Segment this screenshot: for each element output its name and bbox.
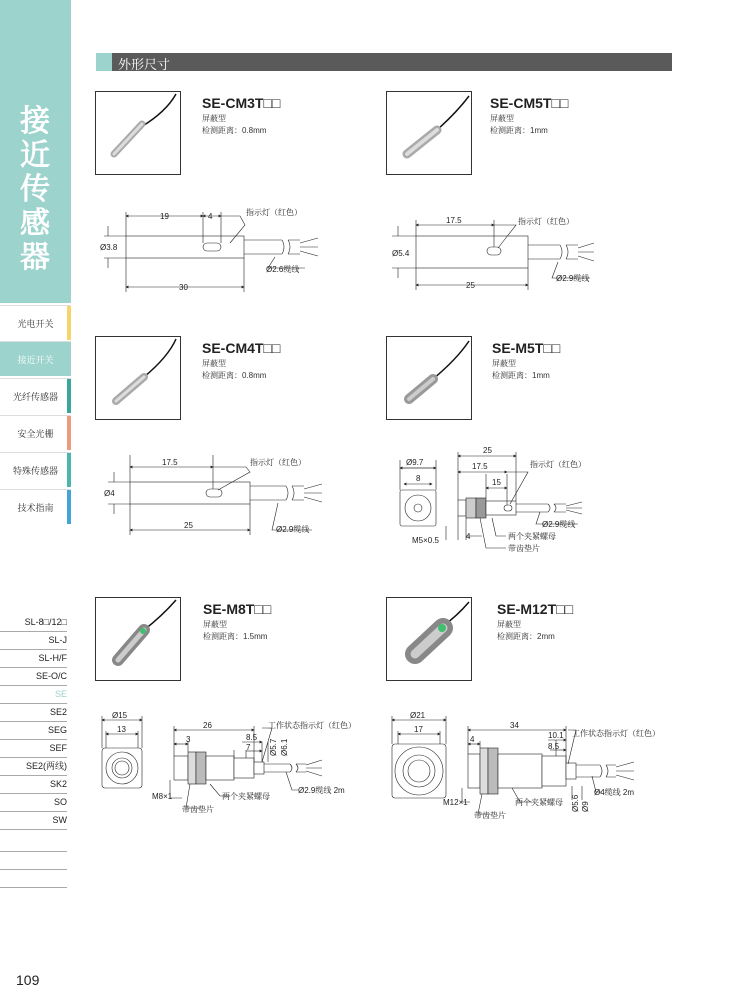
dim-label: Ø21 <box>410 711 426 720</box>
dim-label: 8 <box>416 474 421 483</box>
model-link-so[interactable]: SO <box>0 794 67 812</box>
dim-label: 25 <box>483 446 492 455</box>
model-type: 屏蔽型 <box>497 620 521 629</box>
model-range: 检测距离：0.8mm <box>202 371 267 380</box>
thread-label: M12×1 <box>443 798 468 807</box>
cable-label: Ø2.9缆线 2m <box>298 786 345 795</box>
dim-label: 8.5 <box>246 733 258 742</box>
dim-label: 13 <box>117 725 126 734</box>
nav-label: 光电开关 <box>17 318 54 329</box>
washer-label: 带齿垫片 <box>474 811 506 820</box>
model-type: 屏蔽型 <box>490 114 514 123</box>
model-link-se2[interactable]: SE2 <box>0 704 67 722</box>
model-title-se-m12t: SE-M12T□□ <box>497 601 574 617</box>
model-link-sw[interactable]: SW <box>0 812 67 830</box>
dim-label: 25 <box>184 521 193 530</box>
model-range: 检测距离：1mm <box>492 371 550 380</box>
drawing-labels <box>100 207 660 820</box>
page-number: 109 <box>16 972 40 988</box>
led-label: 工作状态指示灯（红色） <box>572 729 660 738</box>
dim-label: 17 <box>414 725 423 734</box>
model-type: 屏蔽型 <box>492 359 516 368</box>
dim-label: Ø9 <box>581 801 590 812</box>
cable-label: Ø2.9缆线 <box>542 520 576 529</box>
nut-label: 两个夹紧螺母 <box>508 532 556 541</box>
dim-label: 4 <box>466 532 471 541</box>
cable-label: Ø4缆线 2m <box>594 788 635 797</box>
led-label: 指示灯（红色） <box>518 217 574 226</box>
led-label: 指示灯（红色） <box>246 208 302 217</box>
dim-label: Ø5.6 <box>571 794 580 812</box>
dim-label: 25 <box>466 281 475 290</box>
thread-label: M5×0.5 <box>412 536 439 545</box>
dim-label: 4 <box>208 212 213 221</box>
dim-label: 26 <box>203 721 212 730</box>
section-title: 外形尺寸 <box>118 57 171 72</box>
nav-label: 特殊传感器 <box>12 465 58 476</box>
model-type: 屏蔽型 <box>202 359 226 368</box>
nav-label: 安全光栅 <box>17 428 54 439</box>
model-link-slhf[interactable]: SL-H/F <box>0 650 67 668</box>
dim-label: 15 <box>492 478 501 487</box>
vertical-category-title: 接近传感器 <box>20 105 50 274</box>
dim-label: Ø5.4 <box>392 249 410 258</box>
dim-label: Ø6.1 <box>280 738 289 756</box>
model-link-se2-two-wire[interactable]: SE2(两线) <box>0 758 67 776</box>
model-title-se-cm5t: SE-CM5T□□ <box>490 95 569 111</box>
dim-label: Ø15 <box>112 711 128 720</box>
nav-label: 技术指南 <box>17 502 54 513</box>
washer-label: 带齿垫片 <box>182 805 214 814</box>
dim-label: 3 <box>186 735 191 744</box>
dim-label: Ø4 <box>104 489 115 498</box>
model-type: 屏蔽型 <box>203 620 227 629</box>
dim-label: 17.5 <box>446 216 462 225</box>
led-label: 指示灯（红色） <box>530 460 586 469</box>
model-link-seg[interactable]: SEG <box>0 722 67 740</box>
model-title-se-cm3t: SE-CM3T□□ <box>202 95 281 111</box>
drawing-se-cm4t <box>108 455 322 535</box>
model-link-sk2[interactable]: SK2 <box>0 776 67 794</box>
model-title-se-cm4t: SE-CM4T□□ <box>202 340 281 356</box>
model-link-seoc[interactable]: SE-O/C <box>0 668 67 686</box>
nut-label: 两个夹紧螺母 <box>515 798 563 807</box>
dim-label: 4 <box>470 735 475 744</box>
nut-label: 两个夹紧螺母 <box>222 792 270 801</box>
model-range: 检测距离：1.5mm <box>203 632 268 641</box>
cable-label: Ø2.9缆线 <box>276 525 310 534</box>
dim-label: 8.5 <box>548 742 560 751</box>
washer-label: 带齿垫片 <box>508 544 540 553</box>
led-label: 指示灯（红色） <box>250 458 306 467</box>
dim-label: 7 <box>246 743 251 752</box>
drawing-se-cm3t <box>104 212 318 292</box>
model-range: 检测距离：2mm <box>497 632 555 641</box>
cable-label: Ø2.6缆线 <box>266 265 300 274</box>
model-range: 检测距离：1mm <box>490 126 548 135</box>
model-link-sef[interactable]: SEF <box>0 740 67 758</box>
dim-label: 19 <box>160 212 169 221</box>
nav-label: 光纤传感器 <box>12 391 58 402</box>
model-title-se-m5t: SE-M5T□□ <box>492 340 561 356</box>
led-label: 工作状态指示灯（红色） <box>268 721 356 730</box>
dim-label: 10.1 <box>548 731 564 740</box>
model-link-se[interactable]: SE <box>0 686 67 704</box>
model-range: 检测距离：0.8mm <box>202 126 267 135</box>
dim-label: Ø3.8 <box>100 243 118 252</box>
dim-label: 34 <box>510 721 519 730</box>
dim-label: 30 <box>179 283 188 292</box>
dim-label: 17.5 <box>162 458 178 467</box>
thread-label: M8×1 <box>152 792 173 801</box>
dim-label: 17.5 <box>472 462 488 471</box>
model-title-se-m8t: SE-M8T□□ <box>203 601 272 617</box>
model-link-slj[interactable]: SL-J <box>0 632 67 650</box>
model-link-sl8[interactable]: SL-8□/12□ <box>0 614 67 632</box>
dim-label: Ø9.7 <box>406 458 424 467</box>
cable-label: Ø2.9缆线 <box>556 274 590 283</box>
model-type: 屏蔽型 <box>202 114 226 123</box>
dim-label: Ø5.7 <box>269 738 278 756</box>
nav-label: 接近开关 <box>17 354 54 365</box>
